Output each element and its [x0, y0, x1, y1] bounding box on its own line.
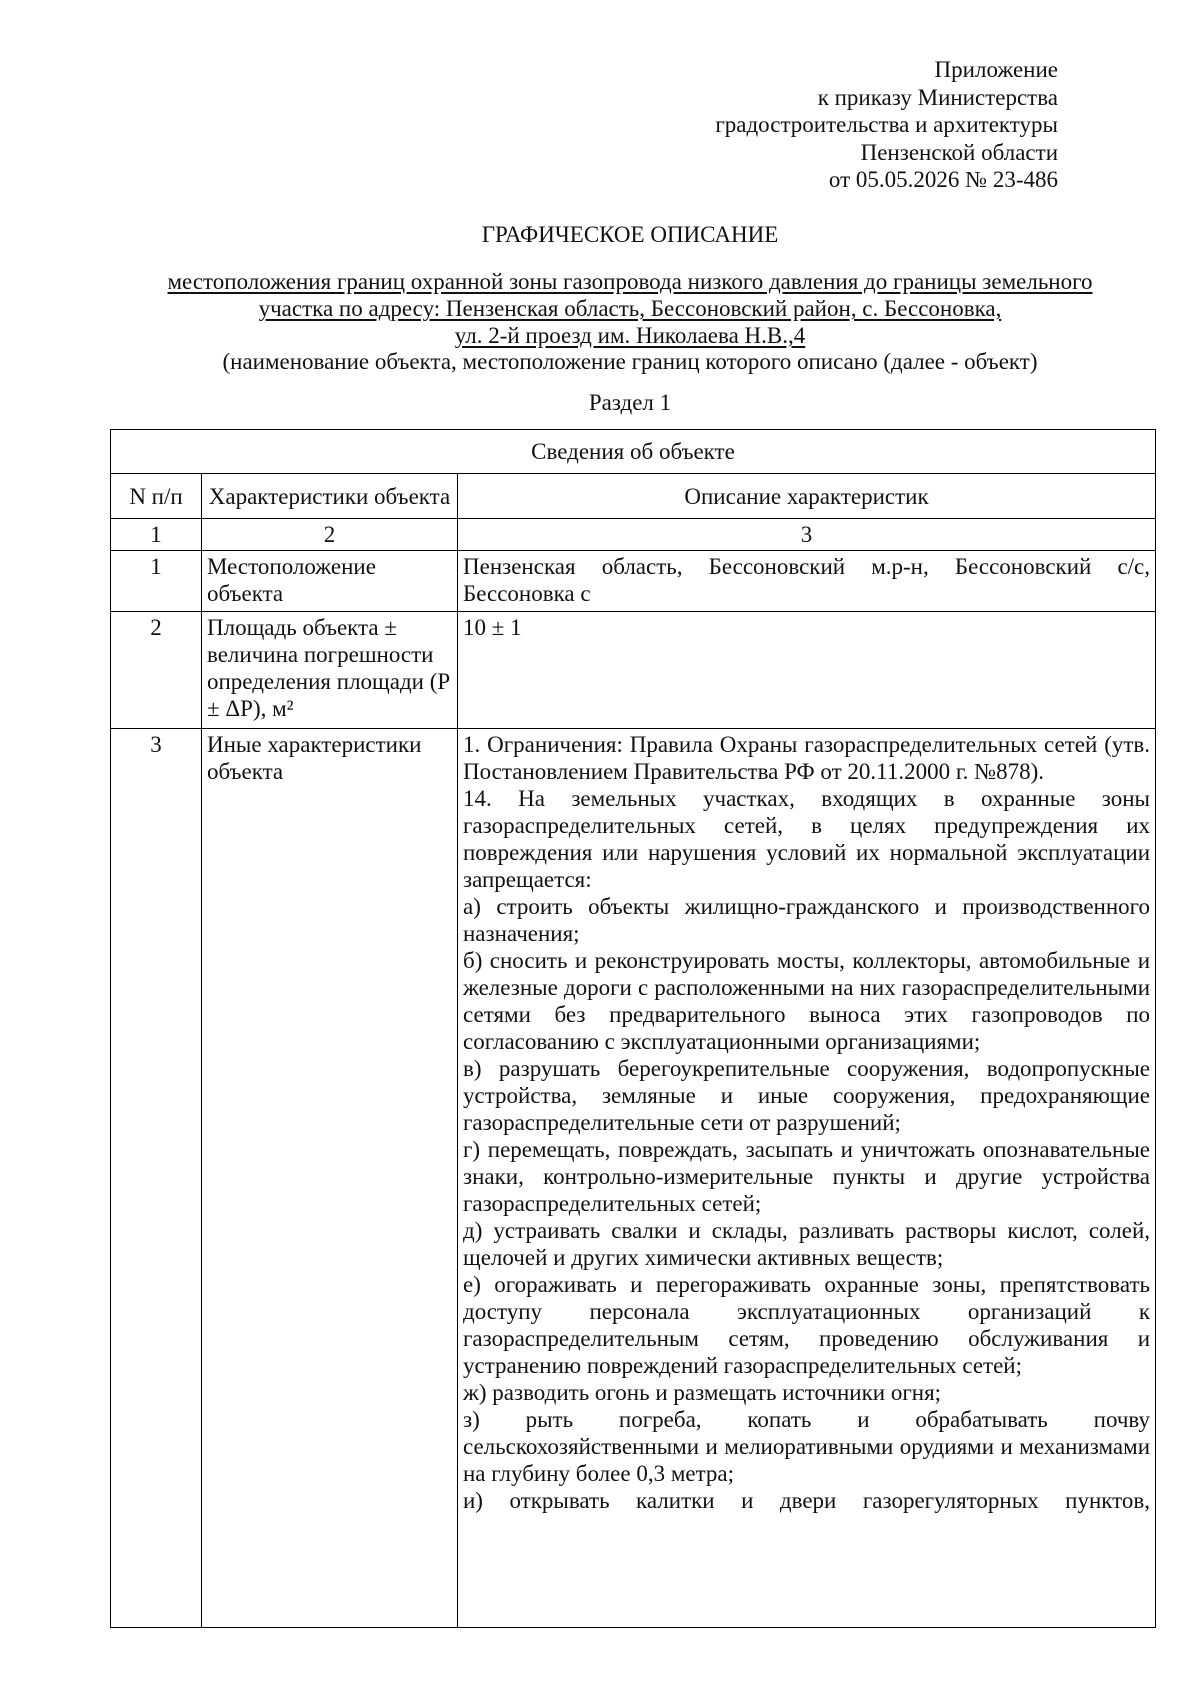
section-label: Раздел 1	[588, 390, 672, 415]
table-header-row	[111, 474, 1156, 519]
table-caption-row	[111, 430, 1156, 474]
row-description	[458, 729, 1156, 1628]
subject-line: местоположения границ охранной зоны газопровода низкого давления до границы земельного	[167, 269, 1093, 294]
header-line: к приказу Министерства	[817, 84, 1058, 110]
object-info-table	[110, 429, 1156, 1628]
document-title: ГРАФИЧЕСКОЕ ОПИСАНИЕ	[481, 222, 779, 247]
row-number: 3	[111, 729, 202, 1628]
header-line: Пензенской области	[860, 139, 1058, 165]
header-line: Приложение	[934, 57, 1058, 82]
description-paragraph: д) устраивать свалки и склады, разливать растворы кислот, солей, щелочей и других химически активных веществ;	[463, 1218, 1151, 1270]
header-description: Описание характеристик	[458, 474, 1156, 519]
description-paragraph: б) сносить и реконструировать мосты, коллекторы, автомобильные и железные дороги с расположенными на них газораспределительными сетями без предварительного выноса этих газопроводов по согласованию с эксплуатационными организациями;	[463, 948, 1151, 1054]
header-characteristic: Характеристики объекта	[202, 474, 458, 519]
header-line: от 05.05.2026 № 23-486	[828, 167, 1058, 192]
table-row	[111, 729, 1156, 1628]
description-paragraph: Пензенская область, Бессоновский м.р-н, Бессоновский с/с, Бессоновка с	[463, 554, 1151, 606]
description-paragraph: в) разрушать берегоукрепительные сооружения, водопропускные устройства, земляные и иные сооружения, предохраняющие газораспределительные сети от разрушений;	[463, 1056, 1151, 1135]
column-number: 1	[111, 519, 202, 551]
row-number: 2	[111, 612, 202, 729]
table-row	[111, 612, 1156, 729]
description-paragraph: е) огораживать и перегораживать охранные зоны, препятствовать доступу персонала эксплуатационных организаций к газораспределительным сетям, проведению обслуживания и устранению повреждений газораспределительных сетей;	[463, 1272, 1151, 1378]
row-description	[458, 612, 1156, 729]
subject-line: ул. 2-й проезд им. Николаева Н.В.,4	[454, 323, 806, 348]
description-paragraph: 14. На земельных участках, входящих в охранные зоны газораспределительных сетей, в целях предупреждения их повреждения или нарушения условий их нормальной эксплуатации запрещается:	[463, 786, 1151, 892]
description-paragraph: г) перемещать, повреждать, засыпать и уничтожать опознавательные знаки, контрольно-измерительные пункты и другие устройства газораспределительных сетей;	[463, 1137, 1151, 1216]
row-characteristic: Иные характеристики объекта	[202, 729, 458, 1628]
description-paragraph: з) рыть погреба, копать и обрабатывать почву сельскохозяйственными и мелиоративными орудиями и механизмами на глубину более 0,3 метра;	[463, 1407, 1151, 1486]
row-description	[458, 551, 1156, 612]
description-paragraph: а) строить объекты жилищно-гражданского и производственного назначения;	[463, 894, 1151, 946]
row-number: 1	[111, 551, 202, 612]
description-paragraph: 10 ± 1	[463, 615, 522, 640]
description-paragraph: и) открывать калитки и двери газорегуляторных пунктов,	[463, 1488, 1151, 1513]
subject-line: участка по адресу: Пензенская область, Бессоновский район, с. Бессоновка,	[258, 296, 1002, 321]
table-row	[111, 551, 1156, 612]
row-characteristic: Площадь объекта ± величина погрешности определения площади (Р ± ΔР), м²	[202, 612, 458, 729]
header-line: градостроительства и архитектуры	[715, 112, 1058, 137]
approval-header	[538, 56, 1058, 194]
row-characteristic: Местоположение объекта	[202, 551, 458, 612]
column-number: 2	[202, 519, 458, 551]
table-caption: Сведения об объекте	[111, 430, 1156, 474]
description-paragraph: 1. Ограничения: Правила Охраны газораспределительных сетей (утв. Постановлением Правительства РФ от 20.11.2000 г. №878).	[463, 732, 1151, 784]
column-number-row	[111, 519, 1156, 551]
header-number: N п/п	[111, 474, 202, 519]
subject-note: (наименование объекта, местоположение границ которого описано (далее - объект)	[222, 349, 1038, 374]
object-subject	[140, 268, 1120, 349]
description-paragraph: ж) разводить огонь и размещать источники огня;	[463, 1380, 942, 1405]
column-number: 3	[458, 519, 1156, 551]
